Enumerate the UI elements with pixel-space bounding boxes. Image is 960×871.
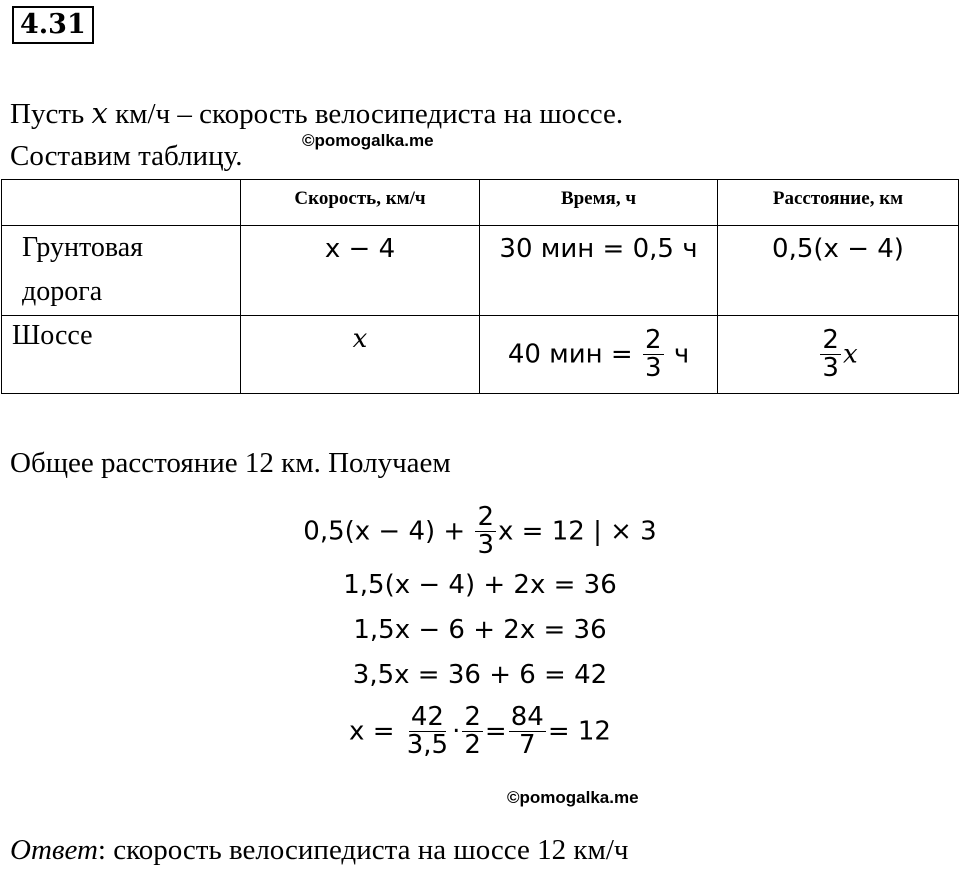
data-table: [1, 179, 959, 394]
cell-dirt-distance: 0,5(x − 4): [718, 226, 959, 316]
equation-5: x = $\frac{42}{3,5}$ · $\frac{2}{2}$ = $\frac{84}{7}$ = 12: [349, 702, 611, 761]
answer-label: Ответ: [10, 834, 98, 866]
cell-highway-speed: x: [241, 316, 480, 394]
task-number: 4.31: [12, 6, 94, 44]
watermark-top: ©pomogalka.me: [302, 131, 434, 150]
intro-line-1: [10, 96, 623, 131]
watermark-bottom: ©pomogalka.me: [507, 788, 639, 807]
header-distance: Расстояние, км: [718, 180, 959, 226]
equation-3: 1,5x − 6 + 2x = 36: [353, 615, 607, 645]
header-speed: Скорость, км/ч: [241, 180, 480, 226]
cell-dirt-time: 30 мин = 0,5 ч: [480, 226, 718, 316]
header-empty: [2, 180, 241, 226]
row-label-highway: Шоссе: [2, 316, 241, 394]
equation-2: 1,5(x − 4) + 2x = 36: [343, 570, 617, 600]
table-row: [2, 316, 959, 394]
table-header-row: [2, 180, 959, 226]
intro-variable: x: [91, 96, 108, 130]
answer-text: : скорость велосипедиста на шоссе 12 км/ч: [97, 834, 629, 866]
cell-highway-time: 40 мин = $\frac{2}{3}$ ч: [480, 316, 718, 394]
body-text: Общее расстояние 12 км. Получаем: [10, 447, 451, 479]
table-row: [2, 226, 959, 316]
intro-text-before: Пусть: [10, 98, 85, 130]
equation-4: 3,5x = 36 + 6 = 42: [352, 660, 608, 690]
cell-highway-distance: $\frac{2}{3}$ x: [718, 316, 959, 394]
answer-line: [10, 834, 628, 867]
cell-dirt-speed: x − 4: [241, 226, 480, 316]
header-time: Время, ч: [480, 180, 718, 226]
intro-line-2: Составим таблицу.: [10, 140, 243, 172]
row-label-dirt-road: Грунтовая дорога: [2, 226, 241, 316]
intro-text-after: км/ч – скорость велосипедиста на шоссе.: [115, 98, 624, 130]
equation-1: 0,5(x − 4) + $\frac{2}{3}$ x = 12 | × 3: [303, 502, 657, 561]
